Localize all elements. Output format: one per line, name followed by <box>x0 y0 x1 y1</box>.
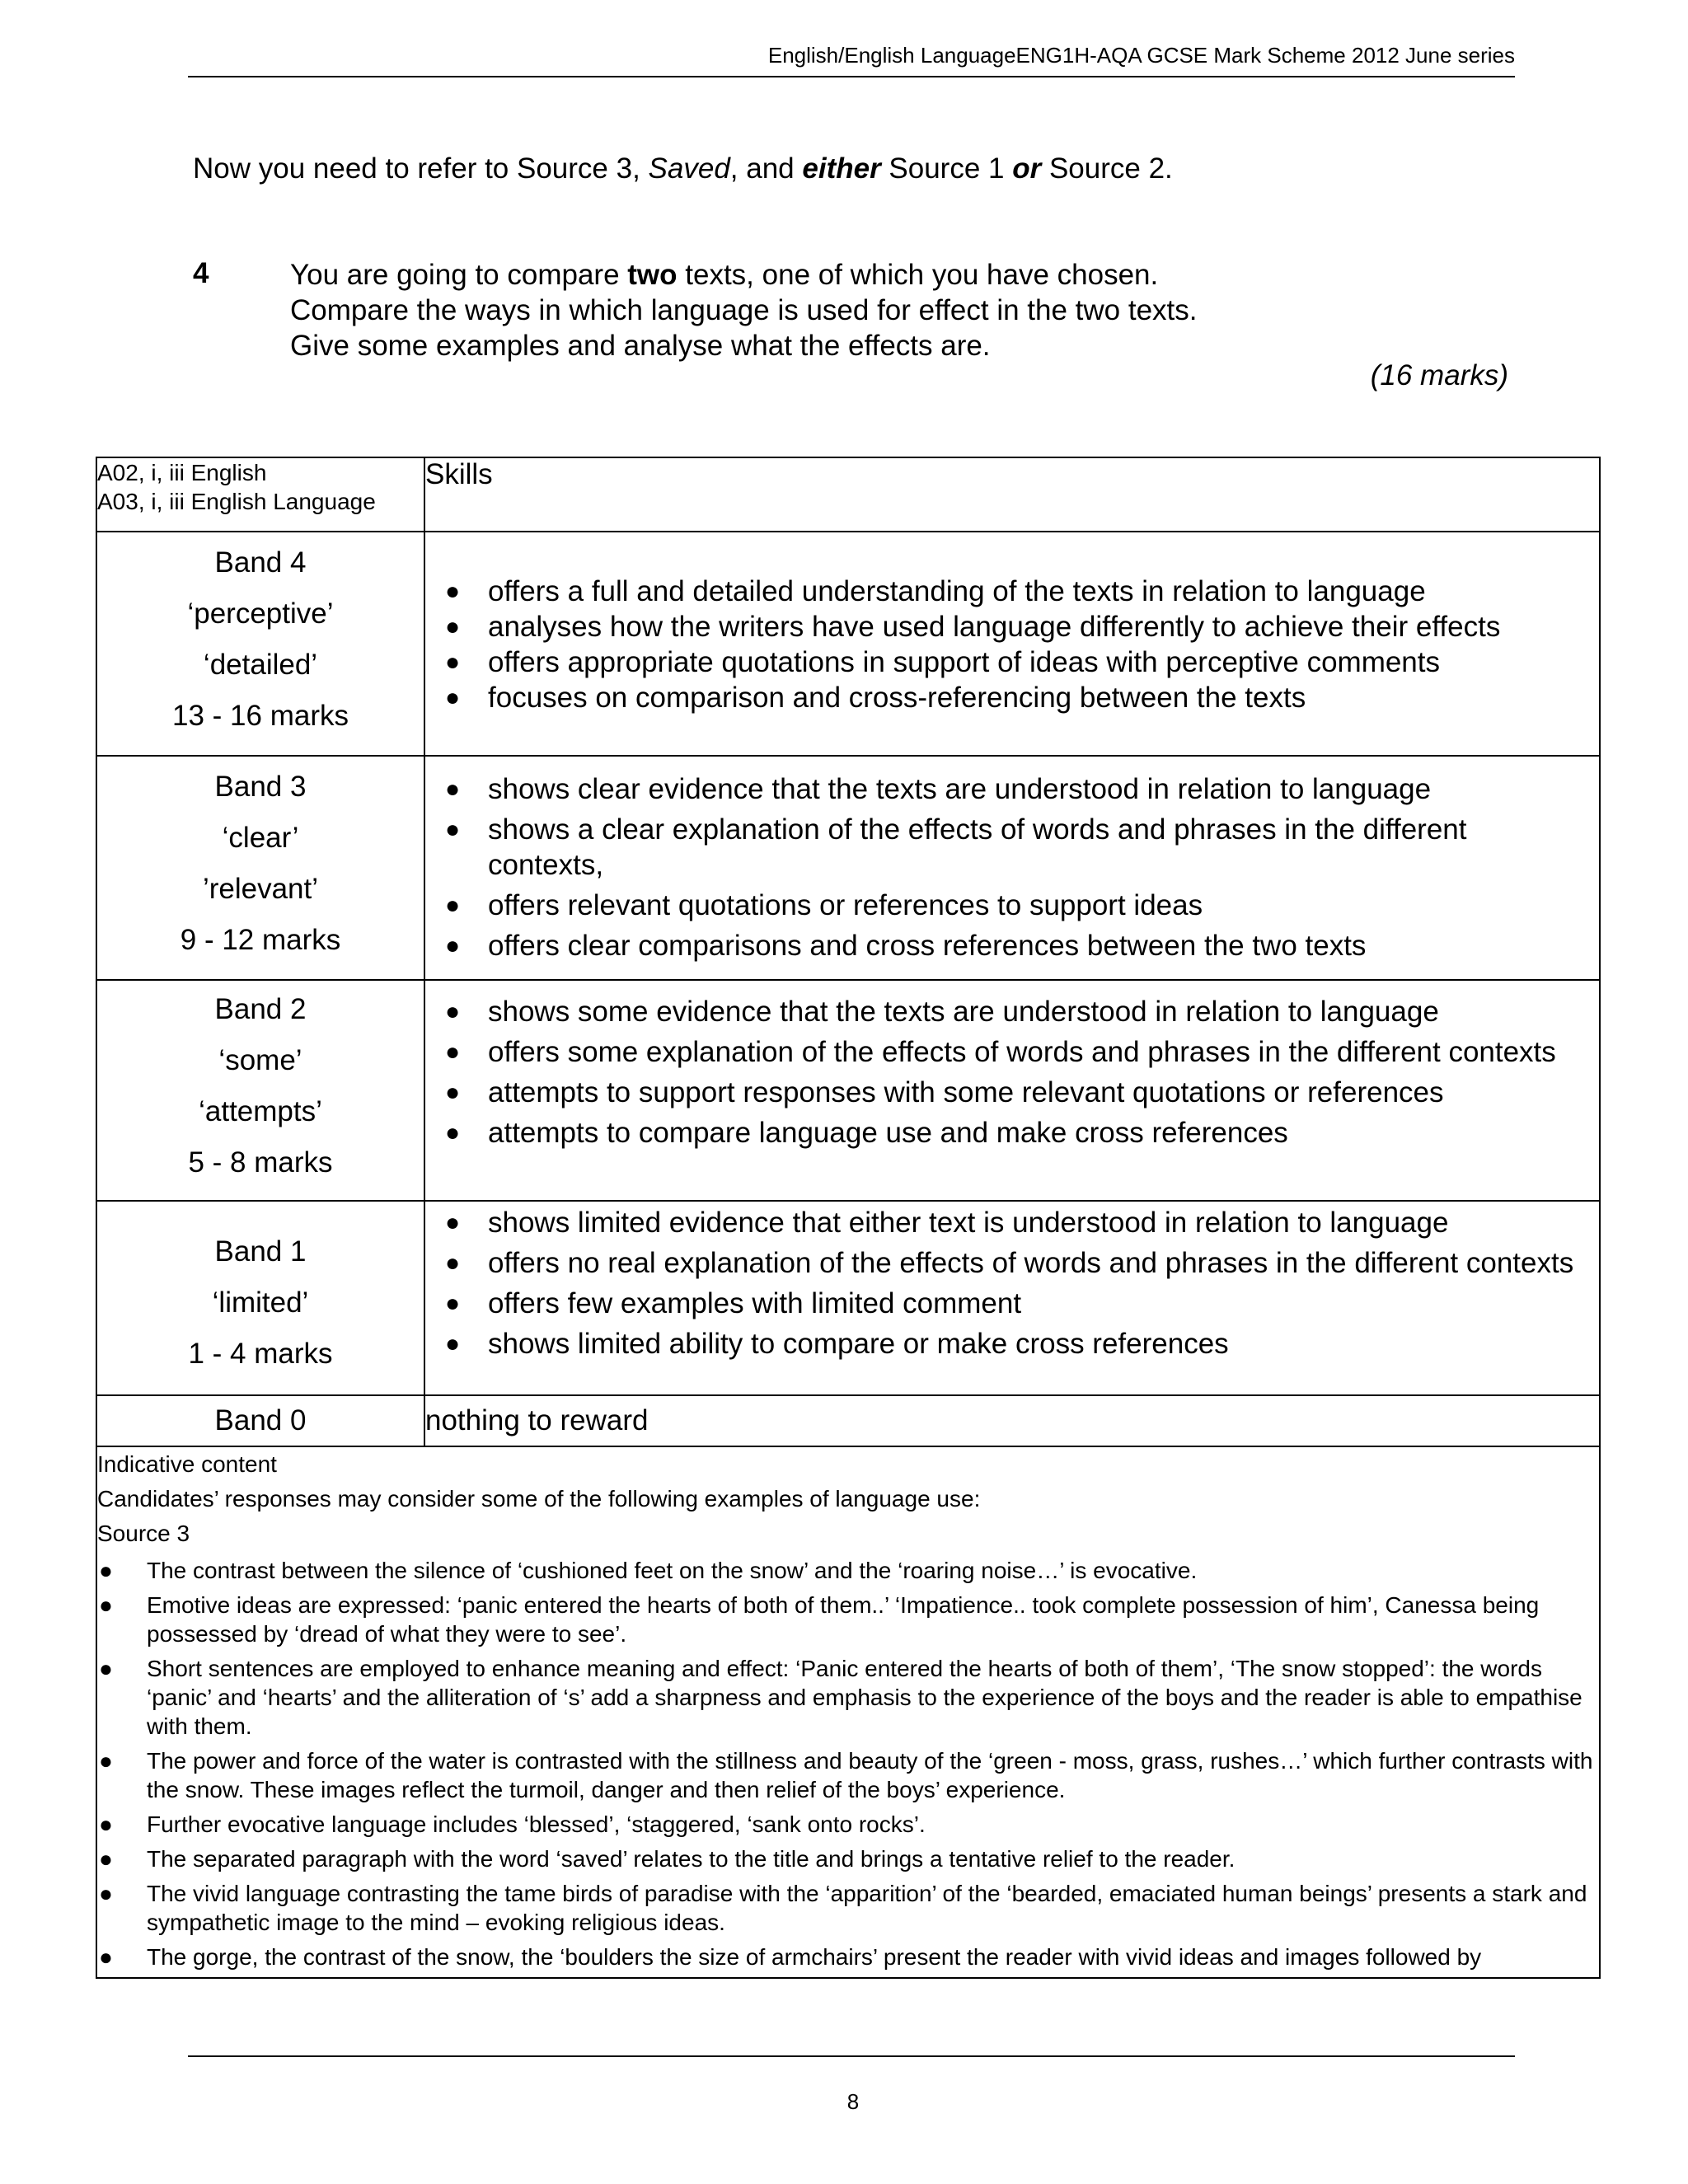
bullet-icon: ● <box>445 1290 461 1317</box>
mark-scheme-table <box>96 457 1601 1979</box>
bullet-icon: ● <box>99 1881 113 1906</box>
intro-text-5: Source 1 <box>880 152 1013 185</box>
intro-or: or <box>1012 152 1042 185</box>
criterion-text: offers a full and detailed understanding of the texts in relation to language <box>488 575 1426 607</box>
list-item <box>97 1844 1599 1873</box>
criterion-text: shows limited evidence that either text is understood in relation to language <box>488 1207 1449 1239</box>
band-descriptor-2: ‘detailed’ <box>203 649 318 681</box>
band-zero-row <box>96 1395 1600 1446</box>
bullet-icon: ● <box>99 1558 113 1583</box>
bullet-icon: ● <box>99 1944 113 1970</box>
question-line-1a: You are going to compare <box>290 259 628 291</box>
band-criteria-cell <box>424 756 1600 980</box>
criterion-text: offers few examples with limited comment <box>488 1287 1022 1319</box>
band-descriptor-cell <box>96 532 424 756</box>
page-number: 8 <box>846 2089 860 2114</box>
criterion-text: attempts to support responses with some relevant quotations or references <box>488 1076 1444 1108</box>
list-item <box>97 1556 1599 1585</box>
question-line-3: Give some examples and analyse what the effects are. <box>290 330 991 362</box>
list-item <box>425 1115 1574 1151</box>
indicative-point-text: Short sentences are employed to enhance meaning and effect: ‘Panic entered the hearts of both of them’, ‘The snow stopped’: the words ‘panic’ and ‘hearts’ and the alliteration of ‘s’ add a sharpness and emphasis to the experience of the boys and the reader is able to empathise with them. <box>147 1656 1582 1739</box>
question-line-1 <box>290 257 1198 293</box>
band-descriptor-1: ‘some’ <box>218 1044 302 1076</box>
band-criteria-cell <box>424 980 1600 1201</box>
bullet-icon: ● <box>445 1038 461 1066</box>
indicative-point-text: The separated paragraph with the word ‘saved’ relates to the title and brings a tentative relief to the reader. <box>147 1846 1236 1872</box>
band-row <box>96 1201 1600 1395</box>
bullet-icon: ● <box>445 816 461 843</box>
intro-text-3: , and <box>729 152 803 185</box>
list-item <box>425 1326 1574 1361</box>
indicative-source-label: Source 3 <box>97 1521 190 1546</box>
list-item <box>97 1810 1599 1839</box>
band-descriptor-1: ‘limited’ <box>212 1286 309 1319</box>
bullet-icon: ● <box>99 1748 113 1774</box>
list-item <box>425 644 1574 680</box>
criteria-list <box>425 771 1599 963</box>
band-row <box>96 980 1600 1201</box>
bullet-icon: ● <box>445 1209 461 1236</box>
question-marks: (16 marks) <box>1370 359 1508 391</box>
indicative-point-text: The gorge, the contrast of the snow, the ‘boulders the size of armchairs’ present the reader with vivid ideas and images followed by <box>147 1944 1482 1970</box>
bullet-icon: ● <box>445 998 461 1025</box>
bullet-icon: ● <box>445 776 461 803</box>
list-item <box>425 1245 1574 1281</box>
band-descriptor-2: ‘attempts’ <box>199 1095 322 1127</box>
indicative-points <box>97 1556 1599 1971</box>
list-item <box>97 1591 1599 1648</box>
criterion-text: offers no real explanation of the effects of words and phrases in the different contexts <box>488 1247 1574 1279</box>
intro-source-title: Saved <box>648 152 730 185</box>
bullet-icon: ● <box>445 684 461 711</box>
bullet-icon: ● <box>445 892 461 919</box>
list-item <box>425 609 1574 644</box>
list-item <box>425 1205 1574 1240</box>
list-item <box>425 1286 1574 1321</box>
band-zero-name <box>96 1395 424 1446</box>
ao-line-1: A02, i, iii English <box>97 460 267 485</box>
band-mark-range: 5 - 8 marks <box>188 1146 333 1179</box>
indicative-content-cell <box>96 1446 1600 1978</box>
table-header-row <box>96 457 1600 532</box>
running-header: English/English LanguageENG1H-AQA GCSE Mark Scheme 2012 June series <box>767 43 1515 68</box>
band-descriptor-cell <box>96 980 424 1201</box>
assessment-objectives-cell <box>96 457 424 532</box>
criterion-text: offers some explanation of the effects of words and phrases in the different contexts <box>488 1036 1556 1068</box>
indicative-point-text: The power and force of the water is contrasted with the stillness and beauty of the ‘green - moss, grass, rushes…’ which further contrasts with the snow. These images reflect the turmoil, danger and then relief of the boys’ experience. <box>147 1748 1593 1802</box>
question-line-1c: texts, one of which you have chosen. <box>677 259 1159 291</box>
list-item <box>425 928 1574 963</box>
question-emphasis-two: two <box>627 259 678 291</box>
indicative-point-text: Emotive ideas are expressed: ‘panic entered the hearts of both of them..’ ‘Impatience.. took complete possession of him’, Canessa being possessed by ‘dread of what they were to see’. <box>147 1592 1540 1647</box>
criterion-text: offers clear comparisons and cross references between the two texts <box>488 930 1367 962</box>
criteria-list <box>425 994 1599 1151</box>
band-name: Band 2 <box>214 993 307 1025</box>
bullet-icon: ● <box>445 613 461 640</box>
question-line-2: Compare the ways in which language is used for effect in the two texts. <box>290 294 1198 326</box>
bullet-icon: ● <box>445 1119 461 1146</box>
band-name: Band 0 <box>214 1404 307 1436</box>
band-descriptor-cell <box>96 756 424 980</box>
bullet-icon: ● <box>445 1079 461 1106</box>
criterion-text: focuses on comparison and cross-referencing between the texts <box>488 682 1306 714</box>
band-mark-range: 9 - 12 marks <box>180 924 341 956</box>
header-rule <box>188 76 1515 77</box>
bullet-icon: ● <box>99 1656 113 1681</box>
intro-instruction <box>193 152 1173 185</box>
intro-text-1: Now you need to refer to Source 3, <box>193 152 649 185</box>
indicative-point-text: The contrast between the silence of ‘cushioned feet on the snow’ and the ‘roaring noise…’ is evocative. <box>147 1558 1198 1583</box>
indicative-point-text: Further evocative language includes ‘blessed’, ‘staggered, ‘sank onto rocks’. <box>147 1811 926 1837</box>
band-criteria-cell <box>424 532 1600 756</box>
question-text <box>290 257 1198 363</box>
list-item <box>425 1034 1574 1070</box>
list-item <box>425 680 1574 715</box>
criteria-list <box>425 1205 1599 1361</box>
list-item <box>97 1654 1599 1741</box>
list-item <box>425 1075 1574 1110</box>
band-criteria-cell <box>424 1201 1600 1395</box>
band-name: Band 3 <box>214 771 307 803</box>
list-item <box>97 1879 1599 1937</box>
list-item <box>425 888 1574 923</box>
criterion-text: shows some evidence that the texts are understood in relation to language <box>488 996 1439 1028</box>
band-mark-range: 13 - 16 marks <box>172 700 349 732</box>
band-mark-range: 1 - 4 marks <box>188 1338 333 1370</box>
band-row <box>96 756 1600 980</box>
list-item <box>425 994 1574 1029</box>
bullet-icon: ● <box>445 649 461 676</box>
band-zero-text: nothing to reward <box>424 1395 1600 1446</box>
bullet-icon: ● <box>99 1592 113 1618</box>
band-name: Band 4 <box>214 546 307 579</box>
band-descriptor-2: ’relevant’ <box>202 873 319 905</box>
band-name: Band 1 <box>214 1235 307 1268</box>
bullet-icon: ● <box>445 932 461 959</box>
criterion-text: shows clear evidence that the texts are understood in relation to language <box>488 773 1432 805</box>
bullet-icon: ● <box>445 578 461 605</box>
intro-text-7: Source 2. <box>1041 152 1173 185</box>
skills-heading: Skills <box>424 457 1600 532</box>
criterion-text: offers relevant quotations or references to support ideas <box>488 889 1203 921</box>
intro-either: either <box>802 152 881 185</box>
indicative-content-row <box>96 1446 1600 1978</box>
list-item <box>425 574 1574 609</box>
criterion-text: shows limited ability to compare or make cross references <box>488 1328 1229 1360</box>
bullet-icon: ● <box>445 1330 461 1357</box>
indicative-title: Indicative content <box>97 1451 277 1477</box>
criterion-text: attempts to compare language use and make cross references <box>488 1117 1288 1149</box>
band-descriptor-1: ‘perceptive’ <box>187 598 334 630</box>
list-item <box>97 1746 1599 1804</box>
indicative-point-text: The vivid language contrasting the tame birds of paradise with the ‘apparition’ of the ‘bearded, emaciated human beings’ presents a stark and sympathetic image to the mind – evoking religious ideas. <box>147 1881 1587 1935</box>
band-descriptor-cell <box>96 1201 424 1395</box>
list-item <box>425 812 1574 883</box>
ao-line-2: A03, i, iii English Language <box>97 489 376 514</box>
band-descriptor-1: ‘clear’ <box>222 822 299 854</box>
criteria-list <box>425 574 1599 715</box>
list-item <box>425 771 1574 807</box>
criterion-text: analyses how the writers have used language differently to achieve their effects <box>488 611 1501 643</box>
bullet-icon: ● <box>445 1249 461 1277</box>
band-row <box>96 532 1600 756</box>
question-number: 4 <box>193 257 209 289</box>
criterion-text: shows a clear explanation of the effects of words and phrases in the different contexts, <box>488 813 1467 881</box>
indicative-lead: Candidates’ responses may consider some of the following examples of language use: <box>97 1486 981 1511</box>
bullet-icon: ● <box>99 1846 113 1872</box>
criterion-text: offers appropriate quotations in support of ideas with perceptive comments <box>488 646 1440 678</box>
footer-rule <box>188 2055 1515 2057</box>
bullet-icon: ● <box>99 1811 113 1837</box>
list-item <box>97 1943 1599 1971</box>
